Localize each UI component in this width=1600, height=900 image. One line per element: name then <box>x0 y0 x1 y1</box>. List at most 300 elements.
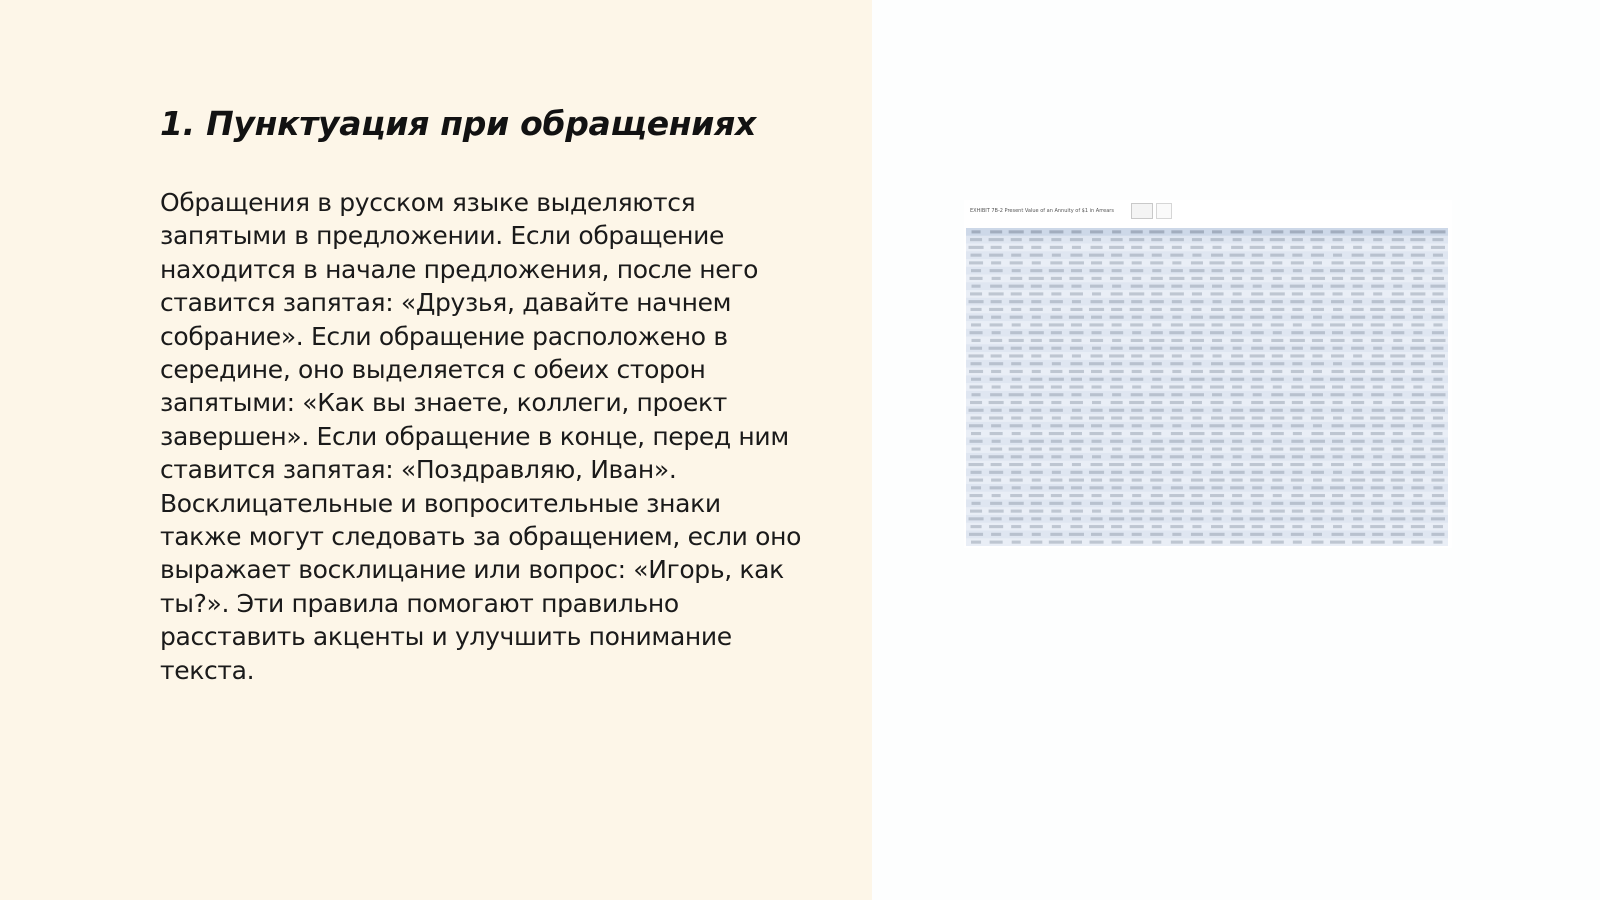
table-cell-text <box>1253 285 1262 288</box>
table-cell-text <box>1050 517 1063 520</box>
table-cell-text <box>1373 292 1382 295</box>
table-cell-text <box>1210 370 1225 373</box>
table-cell-text <box>1413 533 1423 536</box>
table-cell-text <box>1271 339 1283 342</box>
table-cell-text <box>1311 541 1323 544</box>
table-cell-text <box>1151 331 1163 334</box>
table-cell-text <box>1371 393 1384 396</box>
table-cell-text <box>1432 440 1444 443</box>
table-cell-text <box>1291 316 1304 319</box>
table-cell-text <box>1271 230 1283 233</box>
table-cell-text <box>1392 292 1404 295</box>
table-cell-text <box>969 533 983 536</box>
table-cell-text <box>1230 308 1245 311</box>
table-cell-text <box>1370 308 1385 311</box>
body-text-line: Обращения в русском языке выделяются <box>160 188 696 217</box>
table-cell-text <box>1092 494 1102 497</box>
table-cell-text <box>1192 401 1202 404</box>
table-cell-text <box>1089 416 1104 419</box>
table-cell-text <box>1212 339 1222 342</box>
table-cell-text <box>1413 331 1422 334</box>
table-cell-text <box>1311 432 1323 435</box>
table-cell-text <box>1331 300 1344 303</box>
table-cell-text <box>991 533 1001 536</box>
table-cell-text <box>990 378 1003 381</box>
table-cell-text <box>1291 261 1304 264</box>
table-cell-text <box>1049 502 1063 505</box>
table-cell-text <box>1029 440 1044 443</box>
table-cell-text <box>1150 533 1163 536</box>
table-cell-text <box>1110 277 1123 280</box>
table-cell-text <box>1071 432 1082 435</box>
table-cell-text <box>1411 486 1424 489</box>
table-cell-text <box>1333 471 1342 474</box>
table-cell-text <box>1130 486 1143 489</box>
table-cell-text <box>1071 486 1082 489</box>
table-cell-text <box>1372 533 1383 536</box>
table-cell-text <box>1051 331 1062 334</box>
table-cell-text <box>1050 316 1062 319</box>
table-cell-text <box>1333 416 1342 419</box>
table-cell-text <box>1030 254 1043 257</box>
table-cell-text <box>1432 494 1444 497</box>
table-cell-text <box>1109 246 1124 249</box>
table-cell-text <box>1112 378 1122 381</box>
table-cell-text <box>1311 254 1324 257</box>
table-cell-text <box>1331 502 1345 505</box>
table-cell-text <box>1352 254 1364 257</box>
table-cell-text <box>1411 432 1424 435</box>
table-cell-text <box>1312 393 1323 396</box>
table-cell-text <box>1433 323 1442 326</box>
table-cell-text <box>1330 486 1345 489</box>
table-cell-text <box>1332 277 1343 280</box>
table-cell-text <box>1090 486 1104 489</box>
table-cell-text <box>1132 385 1141 388</box>
table-cell-text <box>1111 238 1123 241</box>
body-text-line: ставится запятая: «Друзья, давайте начнем <box>160 288 732 318</box>
table-cell-text <box>1371 448 1384 451</box>
table-cell-text <box>1392 455 1404 458</box>
table-cell-text <box>1231 300 1243 303</box>
table-cell-text <box>1292 510 1303 513</box>
table-cell-text <box>1211 510 1224 513</box>
table-cell-text <box>1092 331 1102 334</box>
table-cell-text <box>970 401 982 404</box>
table-cell-text <box>1312 354 1322 357</box>
table-cell-text <box>1150 300 1164 303</box>
table-cell-text <box>1310 238 1324 241</box>
table-cell-text <box>1371 269 1385 272</box>
table-cell-text <box>1110 533 1124 536</box>
table-cell-text <box>1391 261 1405 264</box>
table-cell-text <box>1290 246 1304 249</box>
table-cell-text <box>1213 300 1222 303</box>
table-cell-text <box>1011 525 1021 528</box>
table-cell-text <box>1032 316 1041 319</box>
table-cell-text <box>1333 254 1342 257</box>
table-cell-text <box>1232 533 1243 536</box>
table-cell-text <box>1112 448 1121 451</box>
table-cell-text <box>1050 463 1063 466</box>
table-cell-text <box>1272 517 1283 520</box>
table-cell-text <box>1353 285 1363 288</box>
table-cell-text <box>1152 525 1162 528</box>
table-cell-text <box>1310 510 1324 513</box>
table-cell-text <box>1432 401 1443 404</box>
table-cell-text <box>1111 362 1122 365</box>
table-cell-text <box>1170 416 1183 419</box>
table-cell-text <box>1252 269 1262 272</box>
table-cell-text <box>1353 448 1363 451</box>
table-cell-text <box>1412 463 1423 466</box>
table-cell-text <box>1273 385 1282 388</box>
table-cell-text <box>1273 331 1282 334</box>
table-cell-text <box>1070 455 1083 458</box>
table-cell-text <box>1393 486 1403 489</box>
table-cell-text <box>1291 277 1303 280</box>
table-caption: EXHIBIT 7B-2 Present Value of an Annuity of $1 in Arrears <box>970 208 1114 214</box>
table-cell-text <box>1109 517 1124 520</box>
table-cell-text <box>1392 510 1404 513</box>
table-cell-text <box>1392 347 1404 350</box>
table-cell-text <box>1031 230 1042 233</box>
table-cell-text <box>969 517 984 520</box>
body-text-line: ты?». Эти правила помогают правильно <box>160 588 679 618</box>
table-cell-text <box>1110 331 1123 334</box>
table-cell-text <box>1391 533 1405 536</box>
table-cell-text <box>989 471 1003 474</box>
table-cell-text <box>1292 347 1303 350</box>
table-cell-text <box>1311 323 1323 326</box>
table-cell-text <box>970 347 982 350</box>
table-cell-text <box>1152 254 1162 257</box>
table-cell-text <box>1292 292 1303 295</box>
table-cell-text <box>1132 533 1142 536</box>
table-cell-text <box>1251 494 1264 497</box>
table-cell-text <box>1211 362 1223 365</box>
table-cell-text <box>1132 479 1142 482</box>
table-cell-text <box>1431 424 1444 427</box>
table-cell-text <box>1112 285 1121 288</box>
table-cell-text <box>1152 432 1161 435</box>
table-cell-text <box>990 230 1002 233</box>
table-cell-text <box>1251 277 1264 280</box>
table-cell-text <box>1413 440 1422 443</box>
table-cell-text <box>1372 479 1383 482</box>
table-cell-text <box>1233 347 1242 350</box>
table-cell-text <box>1250 424 1264 427</box>
table-cell-text <box>1413 424 1423 427</box>
table-cell-text <box>1211 254 1223 257</box>
table-cell-text <box>1273 494 1282 497</box>
table-cell-text <box>1170 292 1184 295</box>
table-cell-text <box>1353 502 1363 505</box>
table-cell-text <box>1131 246 1142 249</box>
table-cell-text <box>1069 479 1084 482</box>
table-cell-text <box>1270 292 1285 295</box>
table-cell-text <box>1391 370 1405 373</box>
table-cell-text <box>1391 479 1405 482</box>
table-cell-text <box>1149 339 1164 342</box>
table-cell-text <box>1150 409 1164 412</box>
table-cell-text <box>1252 471 1263 474</box>
table-cell-text <box>1170 347 1184 350</box>
table-cell-text <box>1052 471 1061 474</box>
table-cell-text <box>1191 385 1202 388</box>
table-cell-text <box>1030 323 1042 326</box>
table-cell-text <box>1430 339 1445 342</box>
table-cell-text <box>989 308 1003 311</box>
table-cell-text <box>1131 230 1143 233</box>
table-cell-text <box>1371 230 1384 233</box>
table-cell-text <box>990 285 1002 288</box>
table-cell-text <box>1313 424 1322 427</box>
table-cell-text <box>1192 416 1201 419</box>
table-cell-text <box>1312 246 1322 249</box>
table-cell-text <box>1151 510 1162 513</box>
table-cell-text <box>1293 432 1302 435</box>
table-cell-text <box>1370 471 1385 474</box>
table-cell-text <box>1132 440 1141 443</box>
table-cell-text <box>1291 331 1303 334</box>
table-cell-text <box>1130 416 1144 419</box>
table-cell-text <box>1232 385 1242 388</box>
table-cell-text <box>1031 246 1041 249</box>
table-cell-text <box>1009 502 1024 505</box>
table-cell-text <box>1072 246 1081 249</box>
table-cell-text <box>1049 339 1063 342</box>
table-cell-text <box>1431 261 1444 264</box>
table-cell-text <box>1250 479 1264 482</box>
table-cell-text <box>1172 370 1181 373</box>
table-cell-text <box>1412 339 1424 342</box>
table-cell-text <box>1050 424 1062 427</box>
table-cell-text <box>1270 525 1284 528</box>
table-cell-text <box>971 471 982 474</box>
table-cell-text <box>1091 261 1102 264</box>
table-cell-text <box>1311 486 1323 489</box>
table-cell-text <box>1233 455 1242 458</box>
table-cell-text <box>1030 269 1042 272</box>
table-cell-text <box>1070 254 1082 257</box>
table-cell-text <box>1192 362 1201 365</box>
table-cell-text <box>1030 471 1043 474</box>
table-cell-text <box>1190 517 1203 520</box>
table-cell-text <box>1111 254 1122 257</box>
table-cell-text <box>1191 261 1203 264</box>
table-cell-text <box>990 432 1003 435</box>
table-cell-text <box>1432 292 1443 295</box>
table-cell-text <box>1210 331 1224 334</box>
table-cell-text <box>1411 362 1425 365</box>
table-cell-text <box>1310 440 1325 443</box>
table-cell-text <box>1231 463 1243 466</box>
table-cell-text <box>1252 432 1262 435</box>
table-cell-text <box>991 479 1001 482</box>
table-cell-text <box>1393 393 1402 396</box>
table-cell-text <box>970 494 983 497</box>
table-cell-text <box>1350 316 1365 319</box>
table-cell-text <box>1029 510 1043 513</box>
table-cell-text <box>1191 424 1203 427</box>
table-cell-text <box>1190 393 1204 396</box>
table-cell-text <box>1170 471 1183 474</box>
table-cell-text <box>1009 285 1024 288</box>
table-cell-text <box>1152 486 1161 489</box>
table-cell-text <box>1049 230 1063 233</box>
table-cell-text <box>991 370 1001 373</box>
table-cell-text <box>1132 494 1141 497</box>
table-cell-text <box>1332 261 1344 264</box>
table-cell-text <box>1412 354 1423 357</box>
table-cell-text <box>1333 292 1343 295</box>
table-cell-text <box>1390 300 1405 303</box>
table-cell-text <box>1212 269 1223 272</box>
table-cell-text <box>1191 277 1202 280</box>
table-cell-text <box>1070 471 1082 474</box>
table-cell-text <box>969 370 983 373</box>
table-cell-text <box>1331 246 1344 249</box>
table-cell-text <box>1132 316 1142 319</box>
table-cell-text <box>1090 269 1104 272</box>
table-cell-text <box>1069 533 1084 536</box>
table-cell-text <box>1172 354 1182 357</box>
table-cell-text <box>1050 370 1062 373</box>
table-cell-text <box>972 339 981 342</box>
table-cell-text <box>1352 362 1364 365</box>
table-cell-text <box>971 541 981 544</box>
table-cell-text <box>1272 316 1282 319</box>
table-cell-text <box>1090 339 1103 342</box>
table-cell-text <box>1413 479 1423 482</box>
table-cell-text <box>1371 339 1384 342</box>
table-cell-text <box>1411 308 1425 311</box>
table-cell-text <box>1071 448 1081 451</box>
table-cell-text <box>1330 378 1345 381</box>
table-cell-text <box>1090 541 1104 544</box>
table-cell-text <box>1029 238 1043 241</box>
table-cell-text <box>1291 533 1304 536</box>
table-cell-text <box>1431 354 1445 357</box>
table-cell-text <box>1393 448 1402 451</box>
table-cell-text <box>1331 409 1344 412</box>
table-cell-text <box>1412 300 1423 303</box>
table-cell-text <box>1410 347 1425 350</box>
table-cell-text <box>1232 440 1242 443</box>
table-cell-text <box>989 362 1003 365</box>
table-cell-text <box>1172 463 1182 466</box>
caption-toolbar-box <box>1156 203 1172 219</box>
table-cell-text <box>990 486 1003 489</box>
table-cell-text <box>1091 246 1103 249</box>
table-cell-text <box>1211 455 1224 458</box>
table-cell-text <box>1149 230 1164 233</box>
table-cell-text <box>1371 502 1384 505</box>
table-cell-text <box>1411 471 1425 474</box>
table-cell-text <box>1231 448 1244 451</box>
table-cell-text <box>1149 393 1164 396</box>
table-cell-text <box>1231 339 1244 342</box>
table-cell-text <box>1290 502 1305 505</box>
body-text-line: запятыми в предложении. Если обращение <box>160 221 725 251</box>
table-cell-text <box>1393 378 1403 381</box>
table-cell-text <box>1392 362 1403 365</box>
table-cell-text <box>992 385 1001 388</box>
table-cell-text <box>1230 269 1244 272</box>
table-cell-text <box>989 254 1003 257</box>
table-cell-text <box>1351 331 1365 334</box>
table-cell-text <box>991 316 1001 319</box>
table-cell-text <box>1090 323 1104 326</box>
table-cell-text <box>1069 494 1083 497</box>
table-cell-text <box>1392 401 1404 404</box>
table-cell-text <box>1290 409 1304 412</box>
body-text-line: находится в начале предложения, после него <box>160 254 759 284</box>
table-cell-text <box>1311 378 1323 381</box>
body-text-line: расставить акценты и улучшить понимание <box>160 622 732 652</box>
table-cell-text <box>1010 331 1022 334</box>
table-cell-text <box>1391 494 1404 497</box>
table-cell-text <box>1129 510 1144 513</box>
table-cell-text <box>1151 385 1163 388</box>
table-cell-text <box>1271 323 1284 326</box>
table-cell-text <box>1411 378 1424 381</box>
table-cell-text <box>970 292 982 295</box>
table-cell-text <box>1290 300 1304 303</box>
table-cell-text <box>1150 246 1164 249</box>
table-cell-text <box>1171 432 1183 435</box>
table-cell-text <box>1413 370 1423 373</box>
table-cell-text <box>1351 347 1364 350</box>
table-cell-text <box>990 393 1002 396</box>
table-cell-text <box>1011 455 1022 458</box>
table-cell-text <box>1012 323 1021 326</box>
table-cell-text <box>1410 455 1425 458</box>
table-cell-text <box>1071 393 1081 396</box>
table-cell-text <box>1290 354 1304 357</box>
table-cell-text <box>1270 510 1285 513</box>
table-cell-text <box>1069 370 1084 373</box>
table-cell-text <box>971 323 981 326</box>
table-cell-text <box>1433 486 1442 489</box>
table-cell-text <box>1110 370 1124 373</box>
table-cell-text <box>1310 455 1324 458</box>
table-cell-text <box>1212 432 1223 435</box>
table-cell-text <box>1353 339 1363 342</box>
table-cell-text <box>1151 347 1162 350</box>
table-cell-text <box>1351 455 1364 458</box>
table-cell-text <box>1433 525 1443 528</box>
table-cell-text <box>1131 502 1143 505</box>
table-cell-text <box>1393 502 1402 505</box>
table-cell-text <box>1393 323 1403 326</box>
table-cell-text <box>1091 424 1102 427</box>
table-cell-text <box>1292 471 1302 474</box>
table-cell-text <box>1092 238 1101 241</box>
table-cell-text <box>971 308 982 311</box>
table-cell-text <box>1350 261 1365 264</box>
table-cell-text <box>1111 292 1123 295</box>
table-cell-text <box>1130 432 1143 435</box>
table-cell-text <box>1009 393 1024 396</box>
table-cell-text <box>1251 292 1263 295</box>
table-cell-text <box>1091 463 1103 466</box>
table-cell-text <box>1011 401 1022 404</box>
table-cell-text <box>1189 378 1204 381</box>
table-cell-text <box>1333 455 1343 458</box>
table-cell-text <box>1171 339 1182 342</box>
